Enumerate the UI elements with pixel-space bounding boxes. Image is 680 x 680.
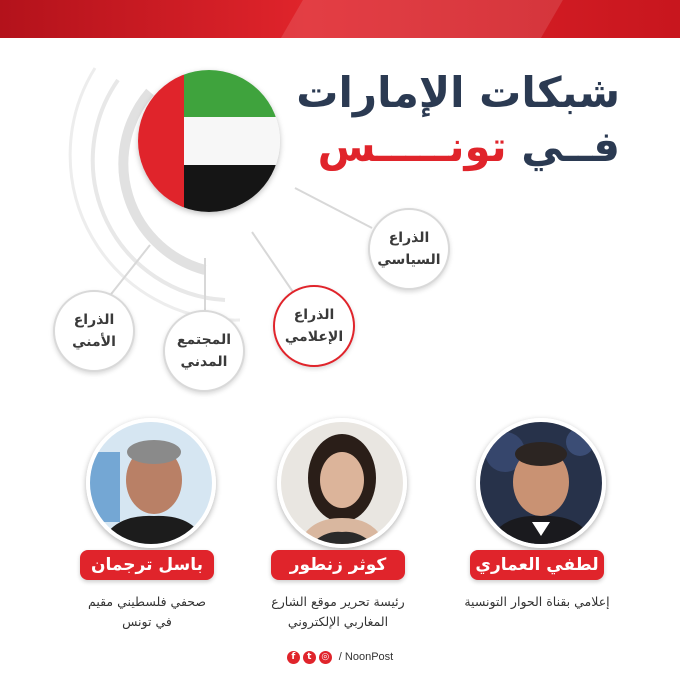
desc-line1: صحفي فلسطيني مقيم xyxy=(88,594,206,609)
node-political-arm xyxy=(368,208,450,290)
twitter-icon[interactable]: t xyxy=(303,651,316,664)
desc-line2: في تونس xyxy=(122,614,172,629)
desc-person-2 xyxy=(248,592,428,632)
avatar-person-3 xyxy=(86,418,216,548)
desc-line1: إعلامي بقناة الحوار التونسية xyxy=(464,594,610,609)
node-line2: الإعلامي xyxy=(284,329,344,345)
node-line1: الذراع xyxy=(293,307,335,323)
desc-person-1 xyxy=(447,592,627,612)
node-media-arm xyxy=(273,285,355,367)
instagram-icon[interactable]: ◎ xyxy=(319,651,332,664)
name-label-person-3: باسل ترجمان xyxy=(80,550,214,580)
node-civil-society xyxy=(163,310,245,392)
node-line1: المجتمع xyxy=(176,332,232,348)
subtitle-prefix: فــي xyxy=(521,122,620,171)
node-security-arm xyxy=(53,290,135,372)
name-label-person-1: لطفي العماري xyxy=(470,550,604,580)
desc-person-3 xyxy=(57,592,237,632)
node-line2: السياسي xyxy=(377,252,441,268)
page-subtitle xyxy=(318,122,620,171)
facebook-icon[interactable]: f xyxy=(287,651,300,664)
node-line1: الذراع xyxy=(388,230,430,246)
footer xyxy=(0,646,680,668)
desc-line1: رئيسة تحرير موقع الشارع xyxy=(271,594,405,609)
node-line2: المدني xyxy=(180,354,228,370)
name-label-person-2: كوثر زنطور xyxy=(271,550,405,580)
uae-flag-icon xyxy=(138,70,280,212)
page-title: شبكات الإمارات xyxy=(296,68,620,117)
node-line2: الأمني xyxy=(72,334,116,350)
subtitle-highlight: تونـــــس xyxy=(317,122,507,171)
footer-handle: / NoonPost xyxy=(338,651,394,663)
avatar-person-2 xyxy=(277,418,407,548)
node-line1: الذراع xyxy=(73,312,115,328)
desc-line2: المغاربي الإلكتروني xyxy=(287,614,389,629)
avatar-person-1 xyxy=(476,418,606,548)
